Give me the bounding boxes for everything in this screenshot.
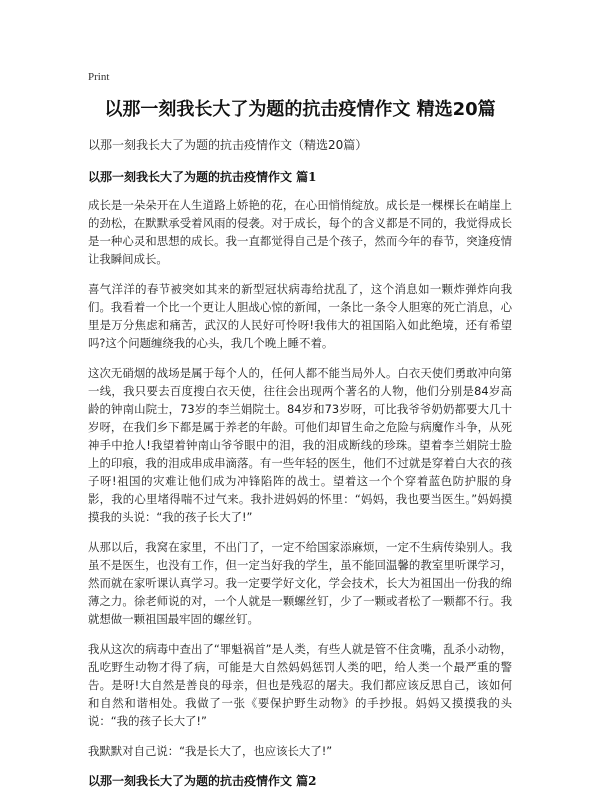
paragraph: 成长是一朵朵开在人生道路上娇艳的花，在心田悄悄绽放。成长是一棵棵长在峭崖上的劲松，在默默承受着风雨的侵袭。对于成长，每个的含义都是不同的，我觉得成长是一种心灵和思想的成长。我一直都觉得自己是个孩子，然而今年的春节，突逢疫情让我瞬间成长。 (88, 198, 512, 266)
paragraph: 喜气洋洋的春节被突如其来的新型冠状病毒给扰乱了，这个消息如一颗炸弹炸向我们。我看着一个比一个更让人胆战心惊的新闻，一条比一条令人胆寒的死亡消息，心里是万分焦虑和痛苦，武汉的人民好可怜呀!我伟大的祖国陷入如此绝境，还有希望吗?这个问题缠绕我的心头，我几个晚上睡不着。 (88, 282, 512, 350)
paragraph: 我从这次的病毒中查出了“罪魁祸首”是人类，有些人就是管不住贪嘴，乱杀小动物，乱吃野生动物才得了病，可能是大自然妈妈惩罚人类的吧，给人类一个最严重的警告。是呀!大自然是善良的母亲，但也是残忍的屠夫。我们都应该反思自己，该如何和自然和谐相处。我做了一张《要保护野生动物》的手抄报。妈妈又摸摸我的头说：“我的孩子长大了!” (88, 642, 512, 728)
section-1 (88, 168, 512, 760)
paragraph: 我默默对自己说：“我是长大了，也应该长大了!” (88, 744, 333, 758)
paragraph: 从那以后，我窝在家里，不出门了，一定不给国家添麻烦，一定不生病传染别人。我虽不是医生，也没有工作，但一定当好我的学生，虽不能回温馨的教室里听课学习，然而就在家听课认真学习。我一定要学好文化，学会技术，长大为祖国出一份我的绵薄之力。徐老师说的对，一个人就是一颗螺丝钉，少了一颗或者松了一颗都不行。我就想做一颗祖国最牢固的螺丝钉。 (88, 540, 512, 626)
document-subtitle: 以那一刻我长大了为题的抗击疫情作文（精选20篇） (88, 138, 368, 152)
section-heading: 以那一刻我长大了为题的抗击疫情作文 篇2 (88, 774, 317, 788)
document-title: 以那一刻我长大了为题的抗击疫情作文 精选20篇 (104, 99, 496, 120)
print-label: Print (88, 71, 110, 83)
section-heading: 以那一刻我长大了为题的抗击疫情作文 篇1 (88, 170, 317, 184)
paragraph: 这次无硝烟的战场是属于每个人的，任何人都不能当局外人。白衣天使们勇敢冲向第一线，我只要去百度搜白衣天使，往往会出现两个著名的人物，他们分别是84岁高龄的钟南山院士，73岁的李兰娟院士。84岁和73岁呀，可比我爷爷奶奶都要大几十岁呀，在我们乡下都是属于养老的年龄。可他们却冒生命之危险与病魔作斗争，从死神手中抢人!我望着钟南山爷爷眼中的泪，我的泪成断线的珍珠。望着李兰娟院士脸上的印痕，我的泪成串成串滴落。有一些年轻的医生，他们不过就是穿着白大衣的孩子呀!祖国的灾难让他们成为冲锋陷阵的战士。望着这一个个穿着蓝色防护服的身影，我的心里堵得喘不过气来。我扑进妈妈的怀里：“妈妈，我也要当医生。”妈妈摸摸我的头说：“我的孩子长大了!” (88, 366, 512, 524)
section-2 (88, 772, 512, 790)
